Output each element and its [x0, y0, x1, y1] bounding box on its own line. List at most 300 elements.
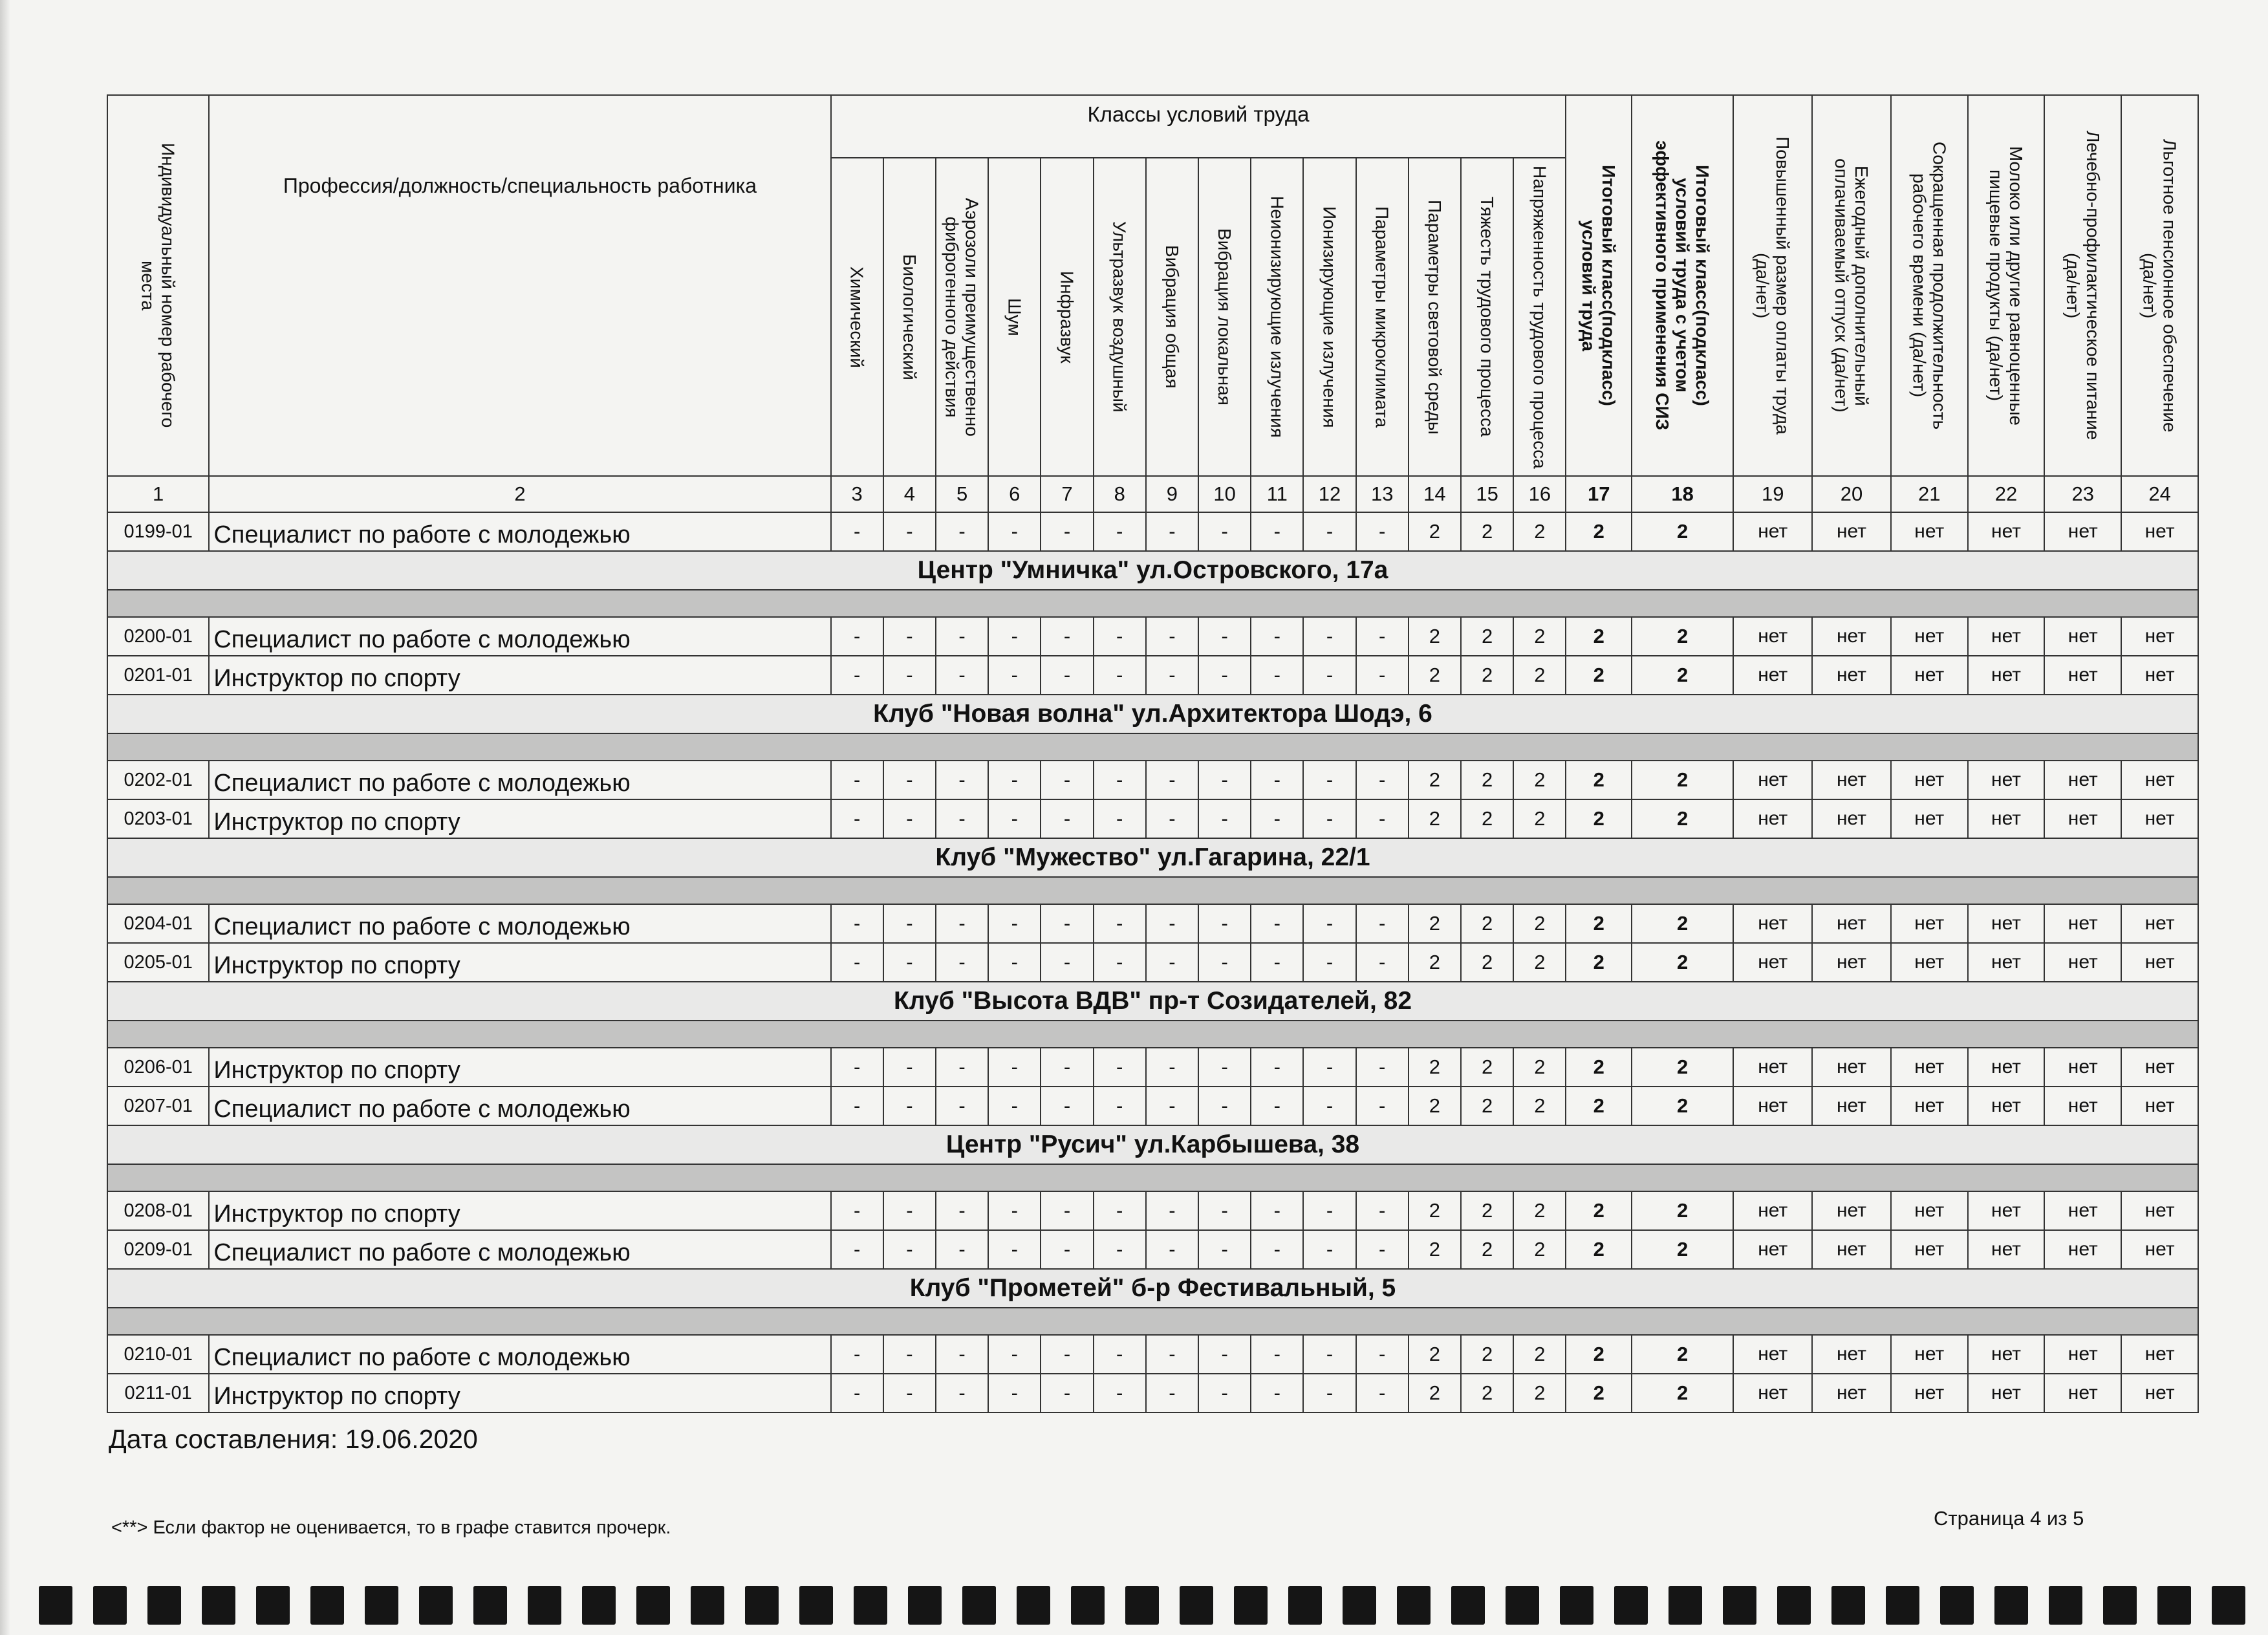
- header-workplace-number: [107, 95, 209, 476]
- workplace-number: 0208-01: [107, 1191, 209, 1230]
- factor-class-cell: -: [883, 512, 936, 551]
- header-factor-6: [988, 158, 1041, 476]
- factor-class-cell: -: [1356, 799, 1409, 838]
- factor-class-cell: -: [1146, 1335, 1198, 1374]
- factor-class-cell: 2: [1409, 799, 1461, 838]
- factor-class-cell: -: [1356, 943, 1409, 982]
- header-text: Лечебно-профилактическое питание (да/нет): [2062, 131, 2103, 440]
- factor-class-cell: 2: [1461, 904, 1513, 943]
- binding-hole: [1723, 1586, 1756, 1625]
- factor-class-cell: -: [1198, 1374, 1251, 1413]
- factor-class-cell: -: [988, 1374, 1041, 1413]
- final-class-cell: 2: [1566, 1191, 1632, 1230]
- factor-class-cell: 2: [1409, 1048, 1461, 1087]
- table-row: [107, 1191, 2198, 1230]
- column-number: 1: [107, 476, 209, 512]
- factor-class-cell: -: [1041, 761, 1093, 799]
- factor-class-cell: -: [1303, 656, 1355, 695]
- binding-hole: [1831, 1586, 1865, 1625]
- header-conditions-classes: Классы условий труда: [831, 95, 1566, 158]
- factor-class-cell: -: [1198, 1191, 1251, 1230]
- factor-class-cell: -: [1356, 1087, 1409, 1125]
- header-factor-5: [936, 158, 988, 476]
- factor-class-cell: -: [1094, 1048, 1146, 1087]
- factor-class-cell: 2: [1409, 1087, 1461, 1125]
- guarantee-cell: нет: [2044, 1230, 2121, 1269]
- workplace-number: 0199-01: [107, 512, 209, 551]
- factor-class-cell: 2: [1461, 1374, 1513, 1413]
- factor-class-cell: -: [1041, 1374, 1093, 1413]
- factor-class-cell: 2: [1409, 1374, 1461, 1413]
- location-heading: Клуб "Прометей" б-р Фестивальный, 5: [107, 1269, 2198, 1308]
- final-class-siz-cell: 2: [1632, 904, 1733, 943]
- column-number: 4: [883, 476, 936, 512]
- final-class-cell: 2: [1566, 1335, 1632, 1374]
- header-text: Сокращенная продолжительность рабочего времени (да/нет): [1909, 141, 1950, 430]
- factor-class-cell: -: [936, 1048, 988, 1087]
- header-text: Инфразвук: [1057, 270, 1077, 363]
- profession-name: Инструктор по спорту: [209, 1191, 830, 1230]
- guarantee-cell: нет: [1812, 761, 1891, 799]
- factor-class-cell: -: [1356, 1335, 1409, 1374]
- factor-class-cell: -: [988, 799, 1041, 838]
- factor-class-cell: -: [936, 1335, 988, 1374]
- binding-hole: [1560, 1586, 1593, 1625]
- factor-class-cell: -: [1094, 1191, 1146, 1230]
- guarantee-cell: нет: [2121, 617, 2198, 656]
- factor-class-cell: -: [1356, 761, 1409, 799]
- header-text: Вибрация общая: [1161, 245, 1182, 389]
- final-class-siz-cell: 2: [1632, 799, 1733, 838]
- factor-class-cell: 2: [1513, 1335, 1566, 1374]
- table-row: [107, 1230, 2198, 1269]
- header-text: Неионизирующие излучения: [1267, 196, 1288, 438]
- header-factor-9: [1146, 158, 1198, 476]
- guarantee-cell: нет: [1812, 1374, 1891, 1413]
- column-number: 9: [1146, 476, 1198, 512]
- factor-class-cell: 2: [1513, 1087, 1566, 1125]
- factor-class-cell: -: [988, 512, 1041, 551]
- factor-class-cell: -: [883, 1335, 936, 1374]
- binding-hole: [745, 1586, 779, 1625]
- guarantee-cell: нет: [2044, 656, 2121, 695]
- header-factor-14: [1409, 158, 1461, 476]
- factor-class-cell: -: [883, 656, 936, 695]
- group-spacer-row: [107, 1164, 2198, 1191]
- profession-name: Специалист по работе с молодежью: [209, 512, 830, 551]
- final-class-siz-cell: 2: [1632, 761, 1733, 799]
- guarantee-cell: нет: [1733, 512, 1812, 551]
- factor-class-cell: 2: [1461, 1087, 1513, 1125]
- final-class-siz-cell: 2: [1632, 1087, 1733, 1125]
- final-class-cell: 2: [1566, 1374, 1632, 1413]
- guarantee-cell: нет: [2044, 1191, 2121, 1230]
- binding-hole: [854, 1586, 887, 1625]
- binding-hole: [908, 1586, 942, 1625]
- factor-class-cell: -: [1041, 943, 1093, 982]
- factor-class-cell: -: [1251, 943, 1303, 982]
- guarantee-cell: нет: [1812, 904, 1891, 943]
- guarantee-cell: нет: [1812, 656, 1891, 695]
- guarantee-cell: нет: [1733, 617, 1812, 656]
- final-class-siz-cell: 2: [1632, 1048, 1733, 1087]
- factor-class-cell: -: [1198, 1048, 1251, 1087]
- factor-class-cell: 2: [1461, 1230, 1513, 1269]
- factor-class-cell: 2: [1513, 761, 1566, 799]
- footnote: <**> Если фактор не оценивается, то в графе ставится прочерк.: [111, 1517, 671, 1538]
- binding-hole: [256, 1586, 290, 1625]
- factor-class-cell: 2: [1409, 656, 1461, 695]
- guarantee-cell: нет: [2044, 1335, 2121, 1374]
- factor-class-cell: 2: [1513, 617, 1566, 656]
- group-spacer-row: [107, 590, 2198, 617]
- factor-class-cell: -: [1146, 1087, 1198, 1125]
- working-conditions-table: [107, 94, 2199, 1413]
- factor-class-cell: -: [831, 799, 883, 838]
- factor-class-cell: -: [1356, 1191, 1409, 1230]
- factor-class-cell: -: [883, 1191, 936, 1230]
- column-number: 14: [1409, 476, 1461, 512]
- binding-hole: [1343, 1586, 1376, 1625]
- factor-class-cell: -: [1303, 761, 1355, 799]
- guarantee-cell: нет: [1733, 1230, 1812, 1269]
- factor-class-cell: -: [1094, 656, 1146, 695]
- guarantee-cell: нет: [1733, 1335, 1812, 1374]
- factor-class-cell: -: [1303, 1087, 1355, 1125]
- binding-hole: [1614, 1586, 1648, 1625]
- guarantee-cell: нет: [2121, 1087, 2198, 1125]
- header-factor-11: [1251, 158, 1303, 476]
- guarantee-cell: нет: [1891, 1230, 1968, 1269]
- profession-name: Специалист по работе с молодежью: [209, 1335, 830, 1374]
- header-text: Индивидуальный номер рабочего места: [138, 143, 178, 428]
- guarantee-cell: нет: [1968, 1230, 2045, 1269]
- factor-class-cell: -: [1041, 656, 1093, 695]
- factor-class-cell: -: [1251, 656, 1303, 695]
- binding-hole: [39, 1586, 72, 1625]
- binding-hole: [636, 1586, 670, 1625]
- column-number: 2: [209, 476, 830, 512]
- profession-name: Специалист по работе с молодежью: [209, 1087, 830, 1125]
- guarantee-cell: нет: [1968, 1191, 2045, 1230]
- column-number: 17: [1566, 476, 1632, 512]
- workplace-number: 0206-01: [107, 1048, 209, 1087]
- factor-class-cell: 2: [1461, 512, 1513, 551]
- guarantee-cell: нет: [1733, 943, 1812, 982]
- guarantee-cell: нет: [1812, 1191, 1891, 1230]
- binding-hole: [1234, 1586, 1268, 1625]
- column-number: 22: [1968, 476, 2045, 512]
- factor-class-cell: -: [1198, 1335, 1251, 1374]
- guarantee-cell: нет: [1968, 1335, 2045, 1374]
- column-number: 15: [1461, 476, 1513, 512]
- header-factor-15: [1461, 158, 1513, 476]
- final-class-siz-cell: 2: [1632, 1230, 1733, 1269]
- binding-hole: [473, 1586, 507, 1625]
- factor-class-cell: 2: [1513, 1230, 1566, 1269]
- factor-class-cell: -: [1094, 1230, 1146, 1269]
- factor-class-cell: -: [1251, 1374, 1303, 1413]
- final-class-cell: 2: [1566, 943, 1632, 982]
- column-number: 18: [1632, 476, 1733, 512]
- header-text: Аэрозоли преимущественно фиброгенного действия: [942, 197, 982, 437]
- column-number: 19: [1733, 476, 1812, 512]
- factor-class-cell: -: [936, 1374, 988, 1413]
- scan-edge-shadow: [0, 0, 10, 1635]
- factor-class-cell: -: [1303, 1335, 1355, 1374]
- factor-class-cell: 2: [1461, 1191, 1513, 1230]
- factor-class-cell: -: [936, 512, 988, 551]
- factor-class-cell: -: [936, 799, 988, 838]
- factor-class-cell: 2: [1409, 761, 1461, 799]
- binding-hole: [1669, 1586, 1702, 1625]
- table-row: [107, 943, 2198, 982]
- factor-class-cell: -: [1198, 617, 1251, 656]
- factor-class-cell: -: [1251, 1048, 1303, 1087]
- guarantee-cell: нет: [2044, 617, 2121, 656]
- compilation-date: Дата составления: 19.06.2020: [109, 1424, 478, 1454]
- final-class-cell: 2: [1566, 656, 1632, 695]
- guarantee-cell: нет: [1812, 1087, 1891, 1125]
- factor-class-cell: -: [988, 1087, 1041, 1125]
- factor-class-cell: -: [831, 1374, 883, 1413]
- guarantee-cell: нет: [2121, 1335, 2198, 1374]
- guarantee-cell: нет: [1891, 1374, 1968, 1413]
- binding-hole: [2212, 1586, 2245, 1625]
- factor-class-cell: 2: [1409, 617, 1461, 656]
- table-row: [107, 1374, 2198, 1413]
- binding-hole: [1451, 1586, 1485, 1625]
- column-number: 6: [988, 476, 1041, 512]
- column-number: 10: [1198, 476, 1251, 512]
- factor-class-cell: -: [1041, 1087, 1093, 1125]
- binding-hole: [1288, 1586, 1322, 1625]
- factor-class-cell: -: [1303, 1048, 1355, 1087]
- factor-class-cell: -: [1303, 617, 1355, 656]
- guarantee-cell: нет: [1891, 799, 1968, 838]
- factor-class-cell: -: [1303, 943, 1355, 982]
- factor-class-cell: -: [1356, 1230, 1409, 1269]
- guarantee-cell: нет: [1891, 1191, 1968, 1230]
- guarantee-cell: нет: [2044, 943, 2121, 982]
- column-number: 3: [831, 476, 883, 512]
- guarantee-cell: нет: [1812, 1230, 1891, 1269]
- factor-class-cell: 2: [1513, 799, 1566, 838]
- factor-class-cell: -: [883, 1230, 936, 1269]
- factor-class-cell: -: [1356, 512, 1409, 551]
- binding-hole: [1397, 1586, 1431, 1625]
- guarantee-cell: нет: [2044, 512, 2121, 551]
- factor-class-cell: -: [1094, 1374, 1146, 1413]
- factor-class-cell: -: [883, 1374, 936, 1413]
- factor-class-cell: -: [1303, 512, 1355, 551]
- factor-class-cell: -: [1303, 1230, 1355, 1269]
- guarantee-cell: нет: [2121, 799, 2198, 838]
- header-factor-7: [1041, 158, 1093, 476]
- factor-class-cell: -: [1041, 512, 1093, 551]
- factor-class-cell: 2: [1461, 799, 1513, 838]
- factor-class-cell: 2: [1409, 1230, 1461, 1269]
- guarantee-cell: нет: [1733, 1048, 1812, 1087]
- factor-class-cell: -: [936, 617, 988, 656]
- column-number: 21: [1891, 476, 1968, 512]
- factor-class-cell: -: [831, 1335, 883, 1374]
- factor-class-cell: -: [1041, 1048, 1093, 1087]
- factor-class-cell: -: [1251, 1230, 1303, 1269]
- guarantee-cell: нет: [1733, 904, 1812, 943]
- factor-class-cell: 2: [1513, 1048, 1566, 1087]
- guarantee-cell: нет: [1968, 761, 2045, 799]
- header-text: Повышенный размер оплаты труда (да/нет): [1753, 136, 1793, 435]
- factor-class-cell: -: [936, 904, 988, 943]
- location-heading: Клуб "Мужество" ул.Гагарина, 22/1: [107, 838, 2198, 877]
- factor-class-cell: -: [1198, 761, 1251, 799]
- guarantee-cell: нет: [1733, 656, 1812, 695]
- factor-class-cell: -: [831, 1087, 883, 1125]
- column-number: 5: [936, 476, 988, 512]
- group-spacer-row: [107, 1308, 2198, 1335]
- factor-class-cell: -: [1356, 904, 1409, 943]
- location-heading: Клуб "Высота ВДВ" пр-т Созидателей, 82: [107, 982, 2198, 1021]
- factor-class-cell: -: [988, 617, 1041, 656]
- factor-class-cell: -: [988, 1191, 1041, 1230]
- header-text: Тяжесть трудового процесса: [1477, 197, 1498, 437]
- factor-class-cell: -: [1146, 761, 1198, 799]
- guarantee-cell: нет: [2121, 1191, 2198, 1230]
- header-guarantee-19: [1733, 95, 1812, 476]
- factor-class-cell: -: [988, 1230, 1041, 1269]
- guarantee-cell: нет: [2044, 761, 2121, 799]
- header-factor-12: [1303, 158, 1355, 476]
- factor-class-cell: 2: [1409, 904, 1461, 943]
- factor-class-cell: -: [988, 943, 1041, 982]
- location-heading: Клуб "Новая волна" ул.Архитектора Шодэ, 6: [107, 695, 2198, 733]
- factor-class-cell: -: [1198, 1230, 1251, 1269]
- binding-hole: [799, 1586, 833, 1625]
- factor-class-cell: -: [1146, 1191, 1198, 1230]
- location-heading: Центр "Умничка" ул.Островского, 17а: [107, 551, 2198, 590]
- header-text: Параметры световой среды: [1424, 199, 1445, 435]
- factor-class-cell: -: [1251, 512, 1303, 551]
- factor-class-cell: -: [1041, 617, 1093, 656]
- profession-name: Инструктор по спорту: [209, 1374, 830, 1413]
- table-row: [107, 799, 2198, 838]
- factor-class-cell: -: [1094, 512, 1146, 551]
- factor-class-cell: -: [988, 761, 1041, 799]
- binding-hole: [1886, 1586, 1919, 1625]
- final-class-siz-cell: 2: [1632, 943, 1733, 982]
- factor-class-cell: -: [1094, 943, 1146, 982]
- factor-class-cell: -: [1094, 1087, 1146, 1125]
- guarantee-cell: нет: [1968, 617, 2045, 656]
- guarantee-cell: нет: [2044, 1374, 2121, 1413]
- guarantee-cell: нет: [1891, 904, 1968, 943]
- column-number: 13: [1356, 476, 1409, 512]
- guarantee-cell: нет: [1733, 1087, 1812, 1125]
- binding-hole: [1125, 1586, 1159, 1625]
- group-spacer-row: [107, 877, 2198, 904]
- guarantee-cell: нет: [1968, 799, 2045, 838]
- profession-name: Специалист по работе с молодежью: [209, 904, 830, 943]
- factor-class-cell: -: [1303, 1191, 1355, 1230]
- workplace-number: 0201-01: [107, 656, 209, 695]
- header-text: Льготное пенсионное обеспечение (да/нет): [2139, 138, 2180, 433]
- guarantee-cell: нет: [1812, 512, 1891, 551]
- factor-class-cell: -: [936, 943, 988, 982]
- header-text: Параметры микроклимата: [1372, 206, 1392, 428]
- header-guarantee-22: [1968, 95, 2045, 476]
- factor-class-cell: 2: [1461, 1048, 1513, 1087]
- factor-class-cell: 2: [1461, 617, 1513, 656]
- guarantee-cell: нет: [1891, 512, 1968, 551]
- header-final-class-siz: [1632, 95, 1733, 476]
- guarantee-cell: нет: [2121, 1230, 2198, 1269]
- header-text: Ионизирующие излучения: [1319, 206, 1340, 428]
- factor-class-cell: -: [1146, 617, 1198, 656]
- header-text: Вибрация локальная: [1215, 228, 1235, 406]
- factor-class-cell: 2: [1409, 512, 1461, 551]
- factor-class-cell: 2: [1513, 656, 1566, 695]
- binding-hole: [582, 1586, 616, 1625]
- factor-class-cell: -: [1198, 1087, 1251, 1125]
- final-class-siz-cell: 2: [1632, 656, 1733, 695]
- binding-hole: [2157, 1586, 2191, 1625]
- guarantee-cell: нет: [2044, 904, 2121, 943]
- factor-class-cell: -: [1146, 799, 1198, 838]
- factor-class-cell: -: [1146, 1048, 1198, 1087]
- header-factor-16: [1513, 158, 1566, 476]
- factor-class-cell: -: [936, 656, 988, 695]
- factor-class-cell: -: [1146, 656, 1198, 695]
- column-number: 8: [1094, 476, 1146, 512]
- factor-class-cell: -: [1198, 904, 1251, 943]
- guarantee-cell: нет: [1812, 943, 1891, 982]
- factor-class-cell: -: [1198, 512, 1251, 551]
- table-row: [107, 656, 2198, 695]
- guarantee-cell: нет: [1812, 1048, 1891, 1087]
- workplace-number: 0203-01: [107, 799, 209, 838]
- binding-hole: [419, 1586, 453, 1625]
- workplace-number: 0210-01: [107, 1335, 209, 1374]
- workplace-number: 0205-01: [107, 943, 209, 982]
- guarantee-cell: нет: [2044, 1087, 2121, 1125]
- workplace-number: 0211-01: [107, 1374, 209, 1413]
- group-spacer-row: [107, 733, 2198, 761]
- header-text: Шум: [1004, 298, 1025, 336]
- guarantee-cell: нет: [1891, 1335, 1968, 1374]
- factor-class-cell: -: [1356, 656, 1409, 695]
- factor-class-cell: -: [1198, 656, 1251, 695]
- guarantee-cell: нет: [1812, 617, 1891, 656]
- guarantee-cell: нет: [2044, 1048, 2121, 1087]
- workplace-number: 0204-01: [107, 904, 209, 943]
- profession-name: Специалист по работе с молодежью: [209, 1230, 830, 1269]
- header-factor-10: [1198, 158, 1251, 476]
- guarantee-cell: нет: [1733, 761, 1812, 799]
- final-class-siz-cell: 2: [1632, 617, 1733, 656]
- binding-hole: [1994, 1586, 2028, 1625]
- factor-class-cell: -: [831, 617, 883, 656]
- column-number: 12: [1303, 476, 1355, 512]
- factor-class-cell: -: [1041, 799, 1093, 838]
- factor-class-cell: -: [1146, 904, 1198, 943]
- factor-class-cell: 2: [1409, 1191, 1461, 1230]
- factor-class-cell: -: [936, 1191, 988, 1230]
- header-text: Химический: [847, 266, 867, 368]
- factor-class-cell: -: [883, 1087, 936, 1125]
- guarantee-cell: нет: [2121, 656, 2198, 695]
- guarantee-cell: нет: [1891, 761, 1968, 799]
